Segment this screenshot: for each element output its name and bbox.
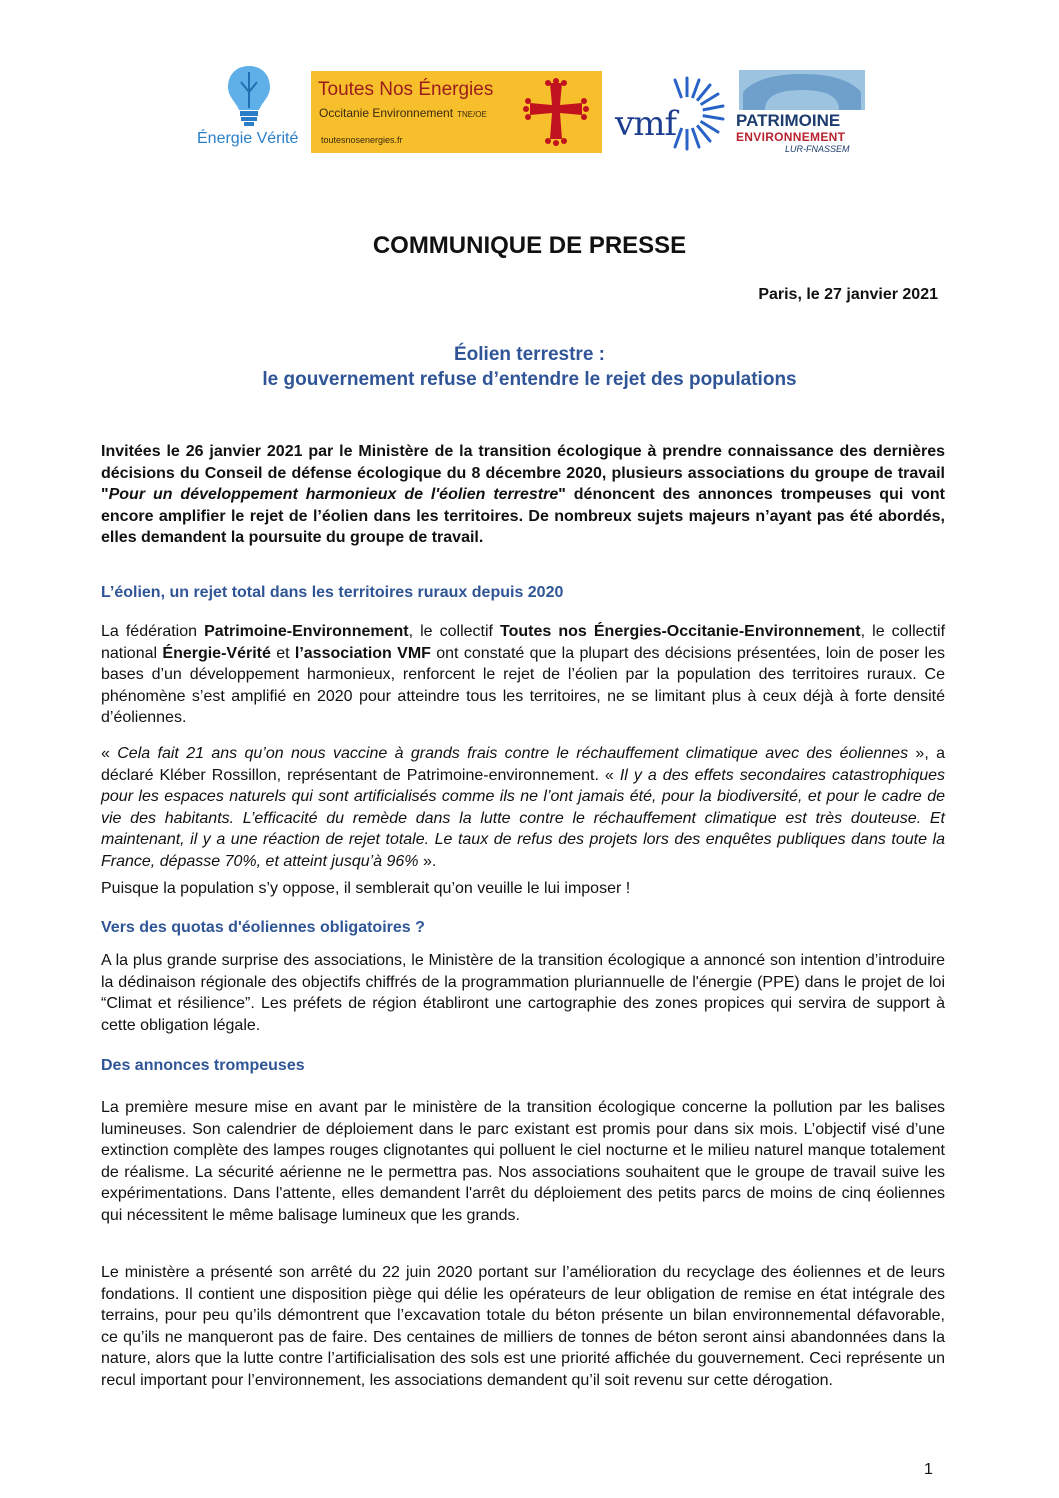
toutes-nos-energies-logo — [311, 71, 602, 153]
intro-text-2: " dénoncent des annonces trompeuses qui vont encore amplifier le rejet de l’éolien dans les territoires. De nombreux sujets majeurs n’ayant pas été abordés, elles demandent la poursuite du groupe de travail. — [101, 486, 946, 547]
patrimoine-environnement-logo — [733, 70, 873, 156]
italic-text: Il y a des effets secondaires catastrophiques pour les espaces naturels qui sont artificialisés comme ils ne l’ont jamais été, pour la biodiversité, et pour le cadre de vie des habitants. L’efficacité du remède dans la lutte contre le réchauffement climatique est très douteuse. Et maintenant, il y a une réaction de rejet totale. Le taux de refus des projets lors des enquêtes publiques dans toute la France, dépasse 70%, et atteint jusqu’à 96% — [101, 766, 946, 870]
headline — [0, 342, 1059, 392]
italic-text: Cela fait 21 ans qu’on nous vaccine à grands frais contre le réchauffement climatique avec des éoliennes — [117, 745, 909, 762]
energie-verite-logo — [195, 62, 307, 154]
pe-line3: LUR-FNASSEM — [785, 144, 850, 154]
intro-paragraph — [101, 441, 945, 549]
section-heading-quotas: Vers des quotas d'éoliennes obligatoires ? — [101, 919, 425, 936]
text: A la plus grande surprise des associations, le Ministère de la transition écologique a annoncé son intention d’introduire la dédinaison régionale des objectifs chiffrés de la programmation pluriannuelle de l'énergie (PPE) dans le projet de loi “Climat et résilience”. Les préfets de région établiront une cartographie des zones propices qui servira de support à cette obligation légale. — [101, 952, 945, 1034]
bold-text: Toutes nos Énergies-Occitanie-Environnement — [500, 623, 861, 640]
bold-text: l’association VMF — [294, 644, 431, 662]
headline-line1: Éolien terrestre : — [454, 344, 605, 365]
occitan-cross-icon — [522, 77, 590, 147]
section-heading-rejet: L’éolien, un rejet total dans les territoires ruraux depuis 2020 — [101, 584, 564, 601]
text: , le collectif — [408, 623, 501, 640]
paragraph-federation — [101, 621, 945, 729]
intro-text-1: Invitées le 26 janvier 2021 par le Ministère de la transition écologique à prendre connaissance des dernières décisions du Conseil de défense écologique du 8 décembre 2020, plusieurs associations du groupe de travail " — [101, 443, 945, 504]
tne-title: Toutes Nos Énergies — [318, 79, 494, 100]
text: ont constaté que la plupart des décisions présentées, loin de poser les bases d’un développement harmonieux, renforcent le rejet de l’éolien par la population des territoires ruraux. Ce phénomène s’est amplifié en 2020 pour atteindre tous les territoires, ne se limitant plus à ceux déjà à forte densité d’éoliennes. — [101, 644, 946, 727]
bold-text: Patrimoine-Environnement — [204, 623, 409, 640]
bold-text: Énergie-Vérité — [162, 644, 271, 662]
intro-italic: Pour un développement harmonieux de l'éolien terrestre — [108, 486, 559, 504]
tne-tag: TNE/OE — [457, 110, 487, 119]
vmf-text: vmf — [615, 104, 677, 144]
energie-verite-text: Énergie Vérité — [197, 130, 299, 147]
partner-logos — [195, 62, 875, 157]
document-date: Paris, le 27 janvier 2021 — [758, 286, 938, 303]
pe-line1: PATRIMOINE — [736, 111, 841, 130]
page-number: 1 — [924, 1461, 933, 1478]
paragraph-quotas — [101, 950, 945, 1036]
text: Puisque la population s’y oppose, il semblerait qu’on veuille le lui imposer ! — [101, 880, 631, 897]
paragraph-quote — [101, 743, 945, 873]
pe-line2: ENVIRONNEMENT — [736, 130, 846, 144]
headline-line2: le gouvernement refuse d’entendre le rejet des populations — [262, 369, 797, 390]
lightbulb-icon — [225, 64, 273, 128]
tne-subtitle — [319, 106, 487, 120]
text: La fédération — [101, 623, 205, 640]
paragraph-recyclage — [101, 1262, 945, 1392]
text: Le ministère a présenté son arrêté du 22 juin 2020 portant sur l’amélioration du recyclage des éoliennes et de leurs fondations. Il contient une disposition piège qui délie les opérateurs de leur obligation de remise en état intégrale des terrains, pour peu qu’ils démontrent que l’excavation totale du béton présente un bilan environnemental défavorable, ce qu’ils ne manqueront pas de faire. Des centaines de milliers de tonnes de béton seront ainsi abandonnées dans la nature, alors que la lutte contre l’artificialisation des sols est une priorité affichée du gouvernement. Ceci représente un recul important pour l’environnement, les associations demandent qu’il soit revenu sur cette dérogation. — [101, 1264, 945, 1389]
arch-icon — [739, 70, 865, 110]
text: ». — [418, 852, 437, 870]
vmf-logo — [607, 74, 727, 152]
paragraph-balises — [101, 1097, 945, 1227]
text: , le collectif national — [101, 623, 946, 662]
text: », a déclaré Kléber Rossillon, représentant de Patrimoine-environnement. « — [101, 745, 946, 784]
paragraph-imposer — [101, 878, 945, 900]
section-heading-annonces: Des annonces trompeuses — [101, 1057, 305, 1074]
tne-subtitle-text: Occitanie Environnement — [319, 106, 454, 120]
text: La première mesure mise en avant par le ministère de la transition écologique concerne la pollution par les balises lumineuses. Son calendrier de déploiement dans le parc existant est promis pour dans six mois. L’objectif visé d’une extinction complète des lampes rouges clignotantes qui polluent le ciel nocturne et le milieu naturel manque totalement de réalisme. La sécurité aérienne ne le permettra pas. Nos associations souhaitent que le groupe de travail suive les expérimentations. Dans l'attente, elles demandent l'arrêt du déploiement des petits parcs de moins de cinq éoliennes qui nécessitent le même balisage lumineux que les grands. — [101, 1099, 945, 1224]
text: et — [270, 644, 295, 662]
text: « — [101, 745, 118, 762]
tne-url: toutesnosenergies.fr — [321, 135, 403, 145]
document-title: COMMUNIQUE DE PRESSE — [372, 232, 687, 259]
